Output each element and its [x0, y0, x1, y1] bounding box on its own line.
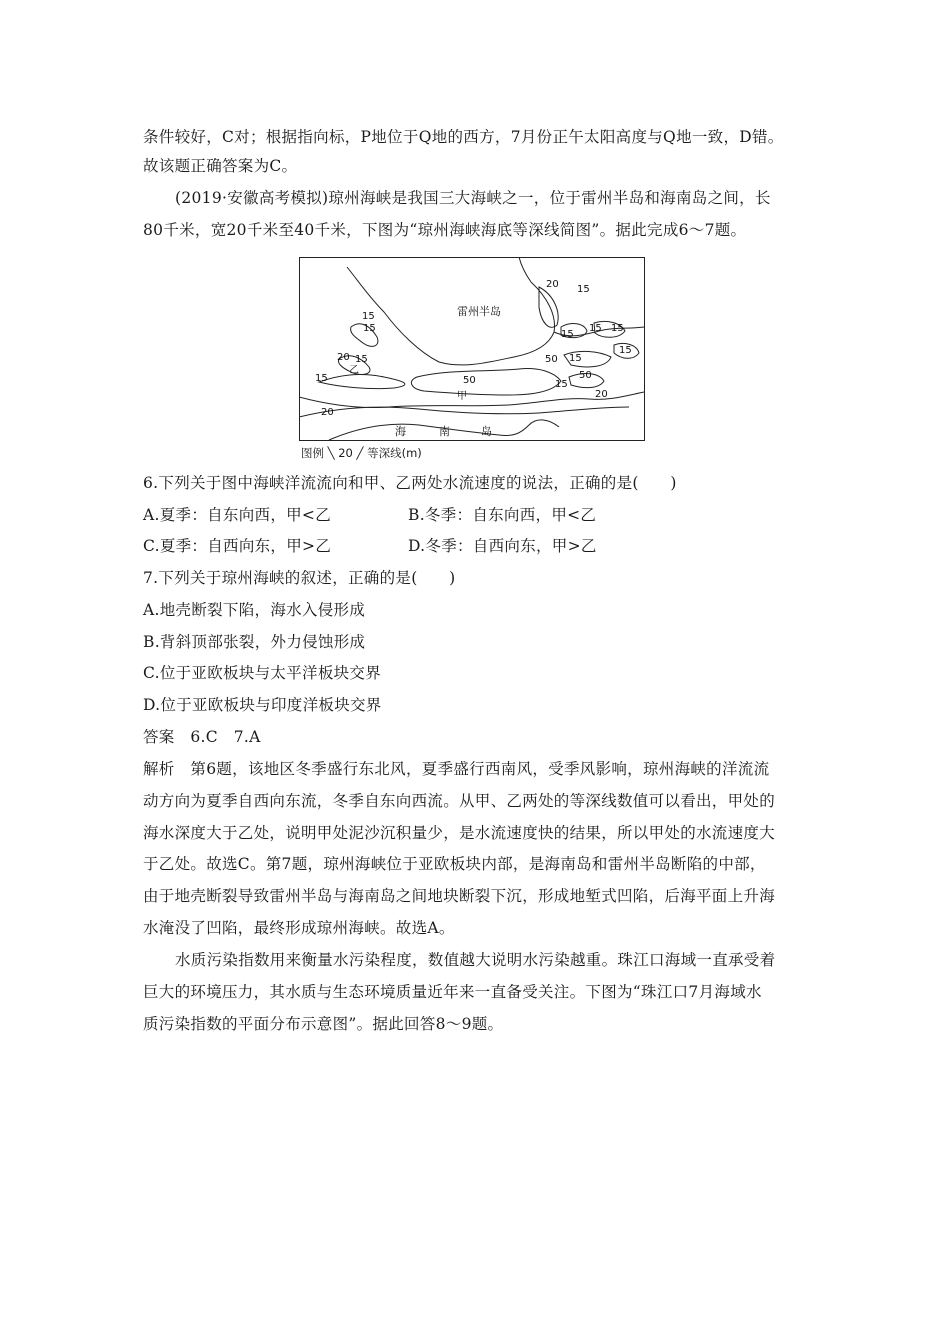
contour-value: 15 — [589, 323, 602, 334]
contour-value: 15 — [561, 329, 574, 340]
analysis-line: 于乙处。故选C。第7题，琼州海峡位于亚欧板块内部，是海南岛和雷州半岛断陷的中部， — [143, 855, 766, 873]
contour-value: 15 — [611, 323, 624, 334]
contour-value: 20 — [321, 407, 334, 418]
intro-line: 质污染指数的平面分布示意图”。据此回答8～9题。 — [143, 1015, 504, 1033]
question-7: 7.下列关于琼州海峡的叙述，正确的是( ) — [143, 569, 456, 587]
contour-value: 15 — [577, 284, 590, 295]
paragraph-line: 故该题正确答案为C。 — [143, 157, 298, 175]
contour-value: 15 — [569, 353, 582, 364]
option-6d: D.冬季：自西向东，甲>乙 — [408, 537, 597, 555]
contour-value: 20 — [595, 389, 608, 400]
strait-depth-map — [299, 257, 645, 463]
contour-value: 20 — [337, 352, 350, 363]
contour-value: 50 — [463, 375, 476, 386]
option-6b: B.冬季：自东向西，甲<乙 — [408, 506, 597, 524]
option-6a: A.夏季：自东向西，甲<乙 — [143, 506, 332, 524]
contour-value: 20 — [546, 279, 559, 290]
contour-value: 15 — [363, 323, 376, 334]
contour-value: 50 — [545, 354, 558, 365]
analysis-line: 解析 第6题，该地区冬季盛行东北风，夏季盛行西南风，受季风影响，琼州海峡的洋流流 — [143, 760, 770, 778]
label-yi: 乙 — [349, 365, 359, 376]
analysis-line: 动方向为夏季自西向东流，冬季自东向西流。从甲、乙两处的等深线数值可以看出，甲处的 — [143, 792, 776, 810]
analysis-line: 海水深度大于乙处，说明甲处泥沙沉积量少，是水流速度快的结果，所以甲处的水流速度大 — [143, 824, 776, 842]
contour-value: 15 — [315, 373, 328, 384]
contour-value: 15 — [555, 379, 568, 390]
map-legend: 图例 ╲ 20 ╱ 等深线(m) — [301, 446, 422, 460]
paragraph-line: (2019·安徽高考模拟)琼州海峡是我国三大海峡之一，位于雷州半岛和海南岛之间，长 — [175, 189, 771, 207]
label-jia: 甲 — [457, 391, 467, 402]
contour-value: 15 — [619, 345, 632, 356]
contour-value: 15 — [355, 354, 368, 365]
map-svg — [299, 257, 645, 447]
option-7c: C.位于亚欧板块与太平洋板块交界 — [143, 664, 382, 682]
label-hainan-1: 海 — [395, 425, 406, 438]
option-7b: B.背斜顶部张裂，外力侵蚀形成 — [143, 633, 366, 651]
contour-value: 15 — [362, 311, 375, 322]
label-hainan-2: 南 — [439, 425, 450, 438]
paragraph-line: 条件较好，C对；根据指向标，P地位于Q地的西方，7月份正午太阳高度与Q地一致，D错。 — [143, 128, 784, 146]
option-6c: C.夏季：自西向东，甲>乙 — [143, 537, 332, 555]
intro-line: 巨大的环境压力，其水质与生态环境质量近年来一直备受关注。下图为“珠江口7月海域水 — [143, 983, 762, 1001]
option-7a: A.地壳断裂下陷，海水入侵形成 — [143, 601, 366, 619]
intro-line: 水质污染指数用来衡量水污染程度，数值越大说明水污染越重。珠江口海域一直承受着 — [175, 951, 776, 969]
label-hainan-3: 岛 — [481, 425, 492, 438]
paragraph-line: 80千米，宽20千米至40千米，下图为“琼州海峡海底等深线简图”。据此完成6～7题。 — [143, 221, 747, 239]
analysis-line: 水淹没了凹陷，最终形成琼州海峡。故选A。 — [143, 919, 455, 937]
label-leizhou: 雷州半岛 — [457, 305, 501, 318]
contour-value: 50 — [579, 370, 592, 381]
answer-line: 答案 6.C 7.A — [143, 728, 261, 746]
question-6: 6.下列关于图中海峡洋流流向和甲、乙两处水流速度的说法，正确的是( ) — [143, 474, 677, 492]
analysis-line: 由于地壳断裂导致雷州半岛与海南岛之间地块断裂下沉，形成地堑式凹陷，后海平面上升海 — [143, 887, 776, 905]
option-7d: D.位于亚欧板块与印度洋板块交界 — [143, 696, 382, 714]
